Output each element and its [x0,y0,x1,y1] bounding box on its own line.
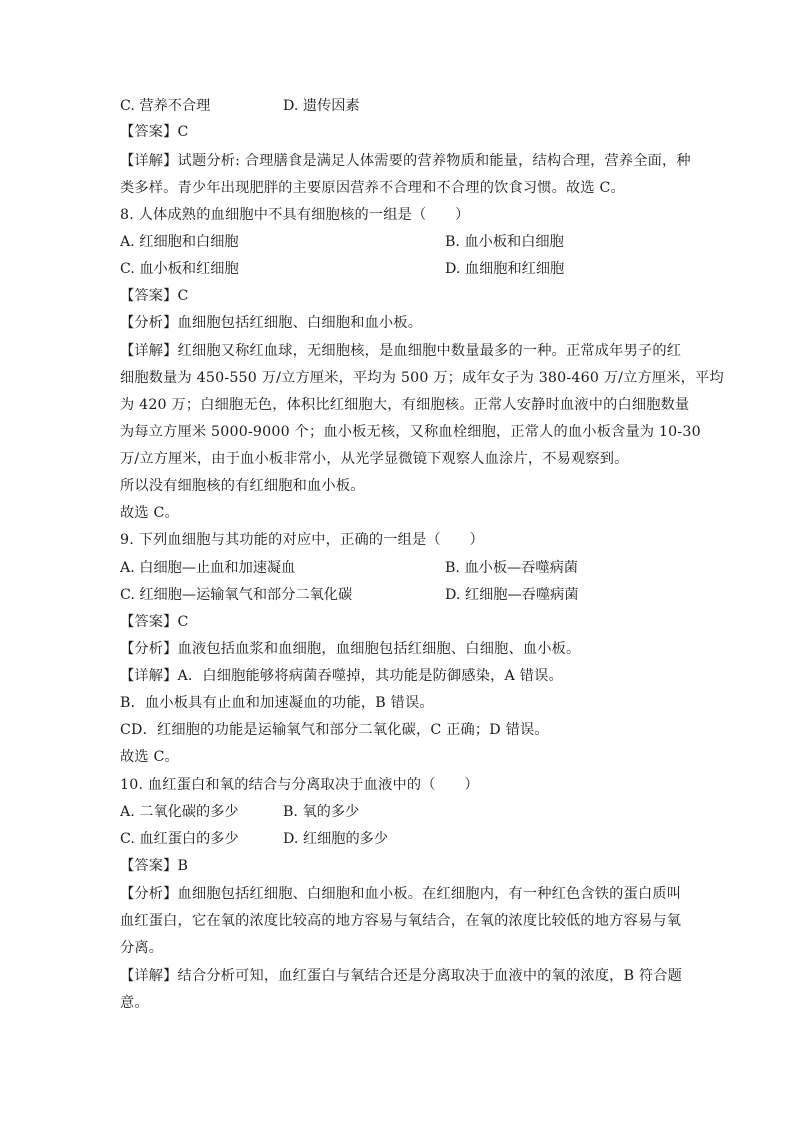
question-10-analysis: 分离。 [120,940,164,956]
question-8-option-d: D. 血细胞和红细胞 [445,261,565,277]
question-10-stem: 10. 血红蛋白和氧的结合与分离取决于血液中的（ ） [120,777,479,793]
question-8-detail: 万/立方厘米，由于血小板非常小，从光学显微镜下观察人血涂片，不易观察到。 [120,451,629,467]
question-10-answer: 【答案】B [120,858,189,874]
question-10-option-d: D. 红细胞的多少 [283,831,389,847]
question-9-option-c: C. 红细胞—运输氧气和部分二氧化碳 [120,587,353,603]
question-9-analysis: 【分析】血液包括血浆和血细胞，血细胞包括红细胞、白细胞、血小板。 [120,641,581,657]
question-8-answer: 【答案】C [120,288,189,304]
detail-line: 【详解】试题分析: 合理膳食是满足人体需要的营养物质和能量，结构合理，营养全面，种 [120,153,691,169]
question-8-detail: 细胞数量为 450-550 万/立方厘米，平均为 500 万；成年女子为 380-460 万/立方厘米，平均 [120,370,724,386]
question-9-option-b: B. 血小板—吞噬病菌 [445,560,578,576]
question-9-detail: CD．红细胞的功能是运输氧气和部分二氧化碳，C 正确；D 错误。 [120,722,549,738]
question-8-option-b: B. 血小板和白细胞 [445,234,564,250]
question-10-option-a: A. 二氧化碳的多少 [120,804,239,820]
question-8-detail: 所以没有细胞核的有红细胞和血小板。 [120,478,365,494]
question-10-detail: 意。 [120,995,149,1011]
detail-line: 类多样。青少年出现肥胖的主要原因营养不合理和不合理的饮食习惯。故选 C。 [120,180,625,196]
question-10-analysis: 血红蛋白，它在氧的浓度比较高的地方容易与氧结合，在氧的浓度比较低的地方容易与氧 [120,913,682,929]
question-8-detail: 为 420 万；白细胞无色，体积比红细胞大，有细胞核。正常人安静时血液中的白细胞数量 [120,397,690,413]
question-10-option-b: B. 氧的多少 [283,804,360,820]
question-8-conclusion: 故选 C。 [120,505,179,521]
question-8-detail: 【详解】红细胞又称红血球，无细胞核，是血细胞中数量最多的一种。正常成年男子的红 [120,343,682,359]
question-8-option-a: A. 红细胞和白细胞 [120,234,239,250]
question-8-analysis: 【分析】血细胞包括红细胞、白细胞和血小板。 [120,315,423,331]
question-9-stem: 9. 下列血细胞与其功能的对应中，正确的一组是（ ） [120,532,484,548]
question-9-detail: 【详解】A．白细胞能够将病菌吞噬掉，其功能是防御感染，A 错误。 [120,668,563,684]
question-10-detail: 【详解】结合分析可知，血红蛋白与氧结合还是分离取决于血液中的氧的浓度，B 符合题 [120,968,683,984]
answer-line: 【答案】C [120,124,189,140]
question-9-answer: 【答案】C [120,614,189,630]
question-9-detail: B．血小板具有止血和加速凝血的功能，B 错误。 [120,695,434,711]
question-8-detail: 为每立方厘米 5000-9000 个；血小板无核，又称血栓细胞，正常人的血小板含量为 10-30 [120,424,701,440]
question-10-analysis: 【分析】血细胞包括红细胞、白细胞和血小板。在红细胞内，有一种红色含铁的蛋白质叫 [120,886,682,902]
option-d: D. 遗传因素 [283,98,360,114]
option-c: C. 营养不合理 [120,98,211,114]
question-10-option-c: C. 血红蛋白的多少 [120,831,239,847]
question-9-conclusion: 故选 C。 [120,749,179,765]
question-9-option-a: A. 白细胞—止血和加速凝血 [120,560,296,576]
question-9-option-d: D. 红细胞—吞噬病菌 [445,587,579,603]
question-8-stem: 8. 人体成熟的血细胞中不具有细胞核的一组是（ ） [120,207,470,223]
question-8-option-c: C. 血小板和红细胞 [120,261,239,277]
